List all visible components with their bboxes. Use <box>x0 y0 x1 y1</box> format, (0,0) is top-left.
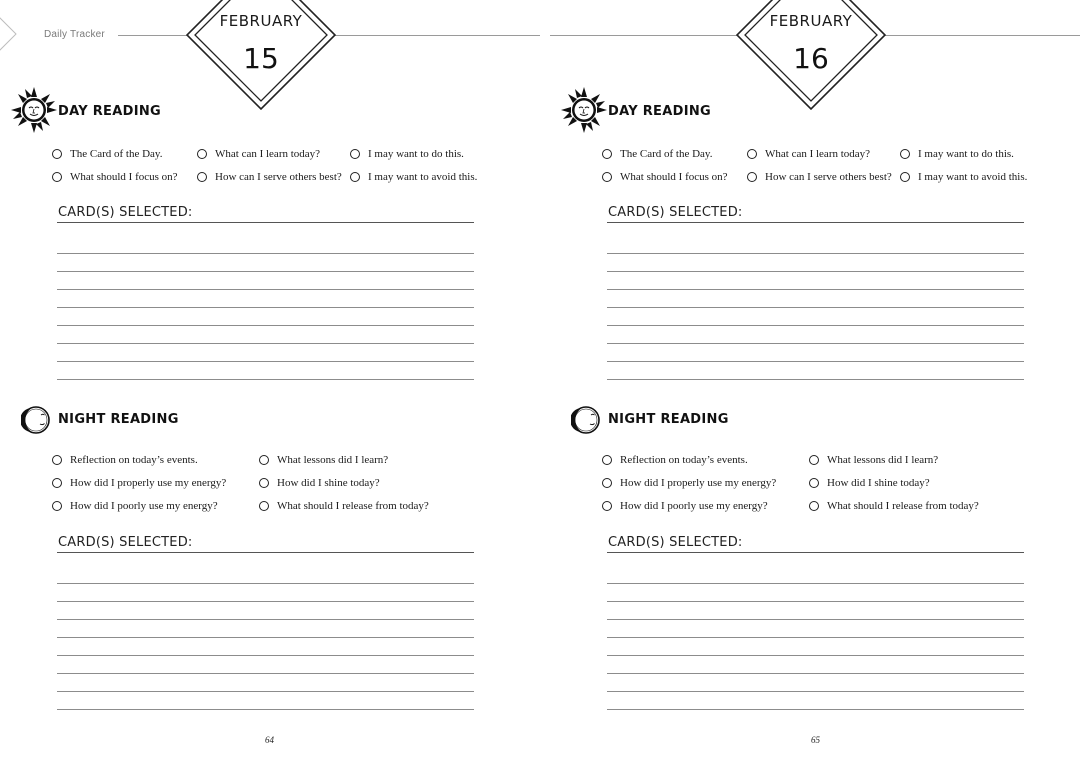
radio-circle-icon[interactable] <box>602 501 612 511</box>
day-option-do[interactable]: I may want to do this. <box>900 148 1014 160</box>
radio-circle-icon[interactable] <box>747 149 757 159</box>
radio-circle-icon[interactable] <box>900 149 910 159</box>
day-option-serve[interactable]: How can I serve others best? <box>197 171 342 183</box>
writing-line[interactable] <box>57 619 474 620</box>
radio-circle-icon[interactable] <box>900 172 910 182</box>
radio-circle-icon[interactable] <box>52 478 62 488</box>
radio-circle-icon[interactable] <box>809 501 819 511</box>
radio-circle-icon[interactable] <box>350 172 360 182</box>
radio-circle-icon[interactable] <box>197 149 207 159</box>
writing-line[interactable] <box>57 637 474 638</box>
night-cards-selected-label: CARD(S) SELECTED: <box>608 535 743 550</box>
writing-line[interactable] <box>607 601 1024 602</box>
day-reading-title: DAY READING <box>608 104 711 119</box>
writing-line[interactable] <box>57 673 474 674</box>
day-cards-selected-label: CARD(S) SELECTED: <box>58 205 193 220</box>
night-option-release[interactable]: What should I release from today? <box>259 500 429 512</box>
writing-line[interactable] <box>607 343 1024 344</box>
radio-circle-icon[interactable] <box>809 478 819 488</box>
radio-circle-icon[interactable] <box>350 149 360 159</box>
writing-line[interactable] <box>607 637 1024 638</box>
night-reading-title: NIGHT READING <box>608 412 729 427</box>
radio-circle-icon[interactable] <box>52 172 62 182</box>
writing-line[interactable] <box>57 289 474 290</box>
writing-line[interactable] <box>57 583 474 584</box>
diamond-corner-icon <box>0 14 18 54</box>
radio-circle-icon[interactable] <box>52 455 62 465</box>
page-number: 64 <box>265 735 274 745</box>
radio-circle-icon[interactable] <box>602 478 612 488</box>
date-day: 16 <box>793 42 829 75</box>
writing-line[interactable] <box>607 307 1024 308</box>
radio-circle-icon[interactable] <box>52 149 62 159</box>
writing-line[interactable] <box>607 655 1024 656</box>
writing-line[interactable] <box>57 691 474 692</box>
writing-line[interactable] <box>57 361 474 362</box>
date-badge <box>736 0 886 110</box>
night-option-shine[interactable]: How did I shine today? <box>259 477 380 489</box>
night-option-poorly[interactable]: How did I poorly use my energy? <box>52 500 218 512</box>
writing-line[interactable] <box>607 361 1024 362</box>
writing-line[interactable] <box>57 325 474 326</box>
header-section-label: Daily Tracker <box>44 29 105 40</box>
day-option-focus[interactable]: What should I focus on? <box>602 171 728 183</box>
writing-line[interactable] <box>57 307 474 308</box>
date-month: FEBRUARY <box>769 12 853 30</box>
writing-line[interactable] <box>57 655 474 656</box>
writing-line[interactable] <box>57 552 474 553</box>
night-cards-selected-label: CARD(S) SELECTED: <box>58 535 193 550</box>
sun-icon <box>10 86 58 134</box>
radio-circle-icon[interactable] <box>602 149 612 159</box>
writing-line[interactable] <box>607 552 1024 553</box>
night-option-lessons[interactable]: What lessons did I learn? <box>259 454 388 466</box>
night-option-release[interactable]: What should I release from today? <box>809 500 979 512</box>
writing-line[interactable] <box>57 379 474 380</box>
moon-icon <box>21 405 51 435</box>
radio-circle-icon[interactable] <box>809 455 819 465</box>
night-reading-title: NIGHT READING <box>58 412 179 427</box>
writing-line[interactable] <box>607 379 1024 380</box>
radio-circle-icon[interactable] <box>602 455 612 465</box>
night-option-poorly[interactable]: How did I poorly use my energy? <box>602 500 768 512</box>
date-month: FEBRUARY <box>219 12 303 30</box>
night-option-shine[interactable]: How did I shine today? <box>809 477 930 489</box>
day-option-focus[interactable]: What should I focus on? <box>52 171 178 183</box>
radio-circle-icon[interactable] <box>259 501 269 511</box>
day-option-avoid[interactable]: I may want to avoid this. <box>900 171 1027 183</box>
radio-circle-icon[interactable] <box>259 455 269 465</box>
writing-line[interactable] <box>57 343 474 344</box>
writing-line[interactable] <box>57 253 474 254</box>
day-option-avoid[interactable]: I may want to avoid this. <box>350 171 477 183</box>
writing-line[interactable] <box>607 709 1024 710</box>
page-number: 65 <box>811 735 820 745</box>
radio-circle-icon[interactable] <box>602 172 612 182</box>
writing-line[interactable] <box>607 619 1024 620</box>
writing-line[interactable] <box>607 691 1024 692</box>
writing-line[interactable] <box>57 222 474 223</box>
writing-line[interactable] <box>607 289 1024 290</box>
writing-line[interactable] <box>57 601 474 602</box>
writing-line[interactable] <box>607 583 1024 584</box>
day-option-card-of-day[interactable]: The Card of the Day. <box>52 148 162 160</box>
writing-line[interactable] <box>57 271 474 272</box>
writing-line[interactable] <box>607 271 1024 272</box>
day-option-do[interactable]: I may want to do this. <box>350 148 464 160</box>
night-option-properly[interactable]: How did I properly use my energy? <box>602 477 776 489</box>
date-badge <box>186 0 336 110</box>
night-option-reflection[interactable]: Reflection on today’s events. <box>602 454 748 466</box>
day-cards-selected-label: CARD(S) SELECTED: <box>608 205 743 220</box>
moon-icon <box>571 405 601 435</box>
radio-circle-icon[interactable] <box>52 501 62 511</box>
night-option-lessons[interactable]: What lessons did I learn? <box>809 454 938 466</box>
date-day: 15 <box>243 42 279 75</box>
day-reading-title: DAY READING <box>58 104 161 119</box>
day-option-learn[interactable]: What can I learn today? <box>747 148 870 160</box>
night-option-reflection[interactable]: Reflection on today’s events. <box>52 454 198 466</box>
writing-line[interactable] <box>607 222 1024 223</box>
writing-line[interactable] <box>57 709 474 710</box>
day-option-learn[interactable]: What can I learn today? <box>197 148 320 160</box>
day-option-serve[interactable]: How can I serve others best? <box>747 171 892 183</box>
sun-icon <box>560 86 608 134</box>
writing-line[interactable] <box>607 325 1024 326</box>
radio-circle-icon[interactable] <box>747 172 757 182</box>
writing-line[interactable] <box>607 253 1024 254</box>
night-option-properly[interactable]: How did I properly use my energy? <box>52 477 226 489</box>
right-page <box>550 0 1080 765</box>
radio-circle-icon[interactable] <box>197 172 207 182</box>
writing-line[interactable] <box>607 673 1024 674</box>
radio-circle-icon[interactable] <box>259 478 269 488</box>
day-option-card-of-day[interactable]: The Card of the Day. <box>602 148 712 160</box>
